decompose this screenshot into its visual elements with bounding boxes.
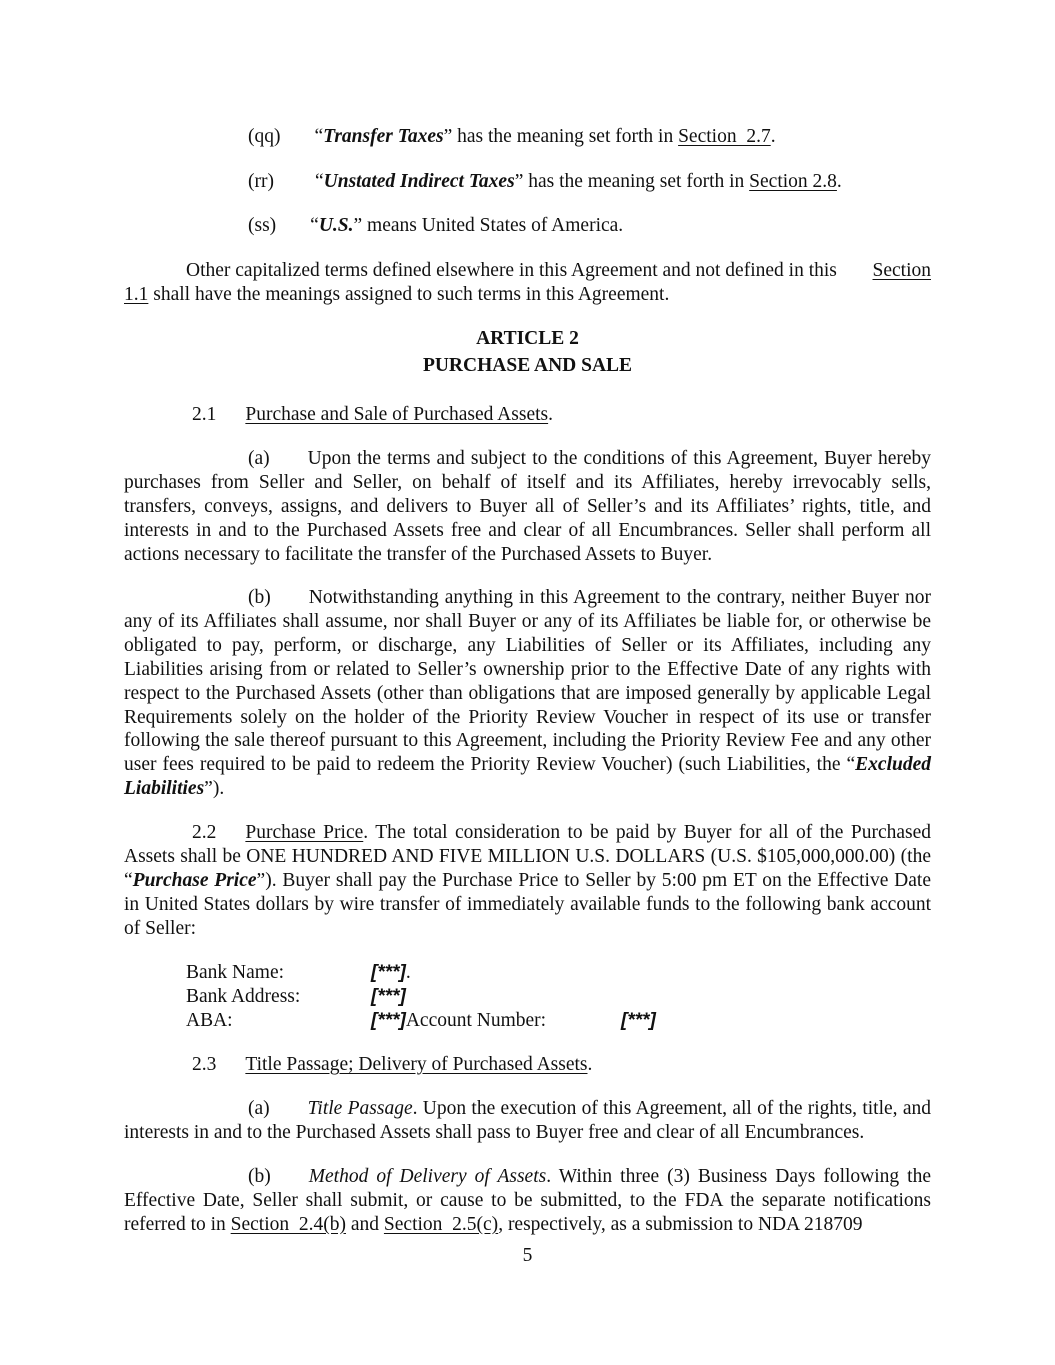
bank-name-value [371,961,411,985]
subsection-text-end: ”). [204,778,225,800]
subsection-text: . Within three (3) Business Days following the Effective Date, Seller shall submit, or cause to be submitted, to the FDA the separate notifications referred to in [124,1166,931,1235]
page-number: 5 [522,1245,533,1266]
section-heading: Purchase Price [245,822,364,843]
section-2-3-heading: 2.3 Title Passage; Delivery of Purchased Assets. [192,1054,593,1075]
subsection-text: and [346,1213,384,1235]
subsection-number: (a) [248,448,270,469]
defined-term: Unstated Indirect Taxes [323,171,515,192]
definition-text: means United States of America. [362,215,624,236]
redacted-value: [***] [371,962,406,983]
subsection-title: Title Passage [307,1098,413,1119]
redacted-value: [***] [371,1010,406,1031]
other-terms-line-2 [124,283,669,307]
bank-address-label: Bank Address: [186,986,301,1007]
section-text: ”). Buyer shall pay the Purchase Price to Seller by 5:00 pm ET on the Effective Date in United States dollars by wire transfer of immediately available funds to the following bank account of Seller: [124,869,931,939]
section-reference: Section 2.7 [678,126,771,147]
section-number: 2.1 [192,404,217,425]
section-2-2 [124,821,931,941]
section-number: 2.2 [192,822,217,843]
aba-label: ABA: [186,1010,233,1031]
section-number: 2.3 [192,1054,217,1075]
account-number-value: [***] [621,1010,656,1031]
open-quote: “ [310,215,319,236]
section-reference: Section 2.4(b) [230,1213,347,1235]
section-2-3-b [124,1165,931,1237]
section-reference: Section [872,260,931,281]
subsection-number: (b) [248,587,271,608]
close-quote: ” [353,215,363,236]
close-quote: ” [443,126,453,147]
section-reference: 1.1 [124,284,149,305]
section-heading: Purchase and Sale of Purchased Assets [245,404,549,425]
subsection-text: Upon the terms and subject to the conditions of this Agreement, Buyer hereby purchases from Seller and Seller, on behalf of itself and its Affiliates, hereby irrevocably sells, transfers, conveys, assigns, and delivers to Buyer all of Seller’s and its Affiliates’ rights, title, and interests in and to the Purchased Assets free and clear of all Encumbrances. Seller shall perform all actions necessary to facilitate the transfer of the Purchased Assets to Buyer. [124,448,931,565]
section-reference: Section 2.5(c) [383,1213,499,1235]
section-reference: Section 2.8 [749,171,837,192]
definition-text: has the meaning set forth in [523,171,750,192]
subsection-text: . Upon the execution of this Agreement, all of the rights, title, and interests in and to the Purchased Assets shall pass to Buyer free and clear of all Encumbrances. [124,1098,931,1143]
subsection-number: (a) [248,1098,270,1119]
definition-number: (ss) [248,215,277,236]
open-quote: “ [314,126,324,147]
definition-ss [248,214,623,238]
subsection-title: Method of Delivery of Assets [308,1166,547,1187]
defined-term: Purchase Price [132,869,257,891]
close-quote: ” [514,171,524,192]
account-number-label: Account Number: [405,1010,547,1031]
defined-term: U.S. [318,215,354,236]
section-2-3-a [124,1097,931,1145]
article-title: ARTICLE 2 [476,328,579,349]
bank-name-label: Bank Name: [186,962,285,983]
subsection-number: (b) [248,1166,271,1187]
section-2-1-b [124,586,931,801]
period: . [405,962,411,983]
definition-rr [248,170,842,194]
definition-number: (qq) [248,126,281,147]
subsection-text: , respectively, as a submission to NDA 218709 [498,1213,863,1235]
other-terms-line-1 [186,259,931,283]
defined-term: Excluded Liabilities [124,754,931,800]
definition-number: (rr) [248,171,274,192]
definition-text: has the meaning set forth in [452,126,679,147]
defined-term: Transfer Taxes [323,126,444,147]
bank-address-value: [***] [371,986,406,1007]
section-heading: Title Passage; Delivery of Purchased Assets [245,1054,588,1075]
period: . [836,171,842,192]
other-terms-text: Other capitalized terms defined elsewhere in this Agreement and not defined in this [186,260,842,281]
subsection-text: Notwithstanding anything in this Agreement to the contrary, neither Buyer nor any of its Affiliates shall assume, nor shall Buyer or any of its Affiliates be liable for, or otherwise be obligated to pay, perform, or discharge, any Liabilities of Seller or its Affiliates, including any Liabilities arising from or related to Seller’s ownership prior to the Effective Date of any rights with respect to the Purchased Assets (other than obligations that are imposed generally by applicable Legal Requirements solely on the holder of the Priority Review Voucher in respect of its use or transfer following the sale thereof pursuant to this Agreement, including the Priority Review Fee and any other user fees required to be paid to redeem the Priority Review Voucher) (such Liabilities, the “ [124,587,931,776]
section-text: . The total consideration to be paid by Buyer for all of the Purchased Assets shall be ONE HUNDRED AND FIVE MILLION U.S. DOLLARS (U.S. $105,000,000.00) (the “ [124,822,931,891]
definition-qq [248,125,776,149]
period: . [770,126,776,147]
aba-value [371,1009,546,1033]
section-2-1-a [124,447,931,567]
open-quote: “ [314,171,324,192]
article-subtitle: PURCHASE AND SALE [422,355,633,376]
section-2-1-heading: 2.1 Purchase and Sale of Purchased Assets. [192,404,553,425]
other-terms-text: shall have the meanings assigned to such terms in this Agreement. [148,284,670,305]
